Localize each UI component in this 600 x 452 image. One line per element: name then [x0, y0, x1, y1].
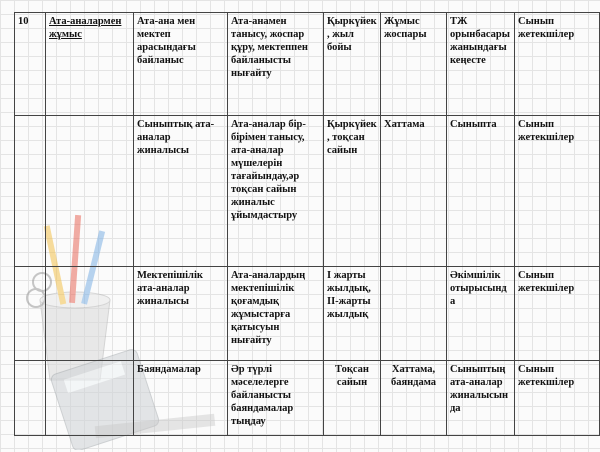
table-row: [15, 116, 600, 267]
table-row: [15, 13, 600, 116]
goal-cell: Ата-анамен танысу, жоспар құру, мектеппен байланысты нығайту: [228, 13, 324, 116]
form-cell: [381, 267, 447, 361]
responsible-cell: Сынып жетекшілер: [515, 116, 600, 267]
form-cell: Хаттама, баяндама: [381, 361, 447, 436]
form-cell: Хаттама: [381, 116, 447, 267]
goal-cell: Әр түрлі мәселелерге байланысты баяндамалар тыңдау: [228, 361, 324, 436]
responsible-cell: Сынып жетекшілер: [515, 13, 600, 116]
period-cell: Қыркүйек, жыл бойы: [324, 13, 381, 116]
work-plan-table: [14, 12, 600, 436]
form-cell: Жұмыс жоспары: [381, 13, 447, 116]
row-number-cell: [15, 267, 46, 361]
plan-table-container: [14, 12, 599, 452]
place-cell: ТЖ орынбасары жанындағы кеңесте: [447, 13, 515, 116]
section-cell: [46, 267, 134, 361]
event-cell: Ата-ана мен мектеп арасындағы байланыс: [134, 13, 228, 116]
row-number-cell: [15, 361, 46, 436]
section-cell: [46, 361, 134, 436]
period-cell: Тоқсан сайын: [324, 361, 381, 436]
table-row: [15, 267, 600, 361]
period-cell: Қыркүйек, тоқсан сайын: [324, 116, 381, 267]
responsible-cell: Сынып жетекшілер: [515, 267, 600, 361]
place-cell: Әкімшілік отырысында: [447, 267, 515, 361]
place-cell: Сыныптың ата-аналар жиналысында: [447, 361, 515, 436]
event-cell: Сыныптық ата-аналар жиналысы: [134, 116, 228, 267]
event-cell: Мектепішілік ата-аналар жиналысы: [134, 267, 228, 361]
section-cell: Ата-аналармен жұмыс: [46, 13, 134, 116]
event-cell: Баяндамалар: [134, 361, 228, 436]
goal-cell: Ата-аналардың мектепішілік қоғамдық жұмыстарға қатысуын нығайту: [228, 267, 324, 361]
row-number-cell: [15, 116, 46, 267]
responsible-cell: Сынып жетекшілер: [515, 361, 600, 436]
table-row: [15, 361, 600, 436]
period-cell: І жарты жылдық, ІІ-жарты жылдық: [324, 267, 381, 361]
section-cell: [46, 116, 134, 267]
row-number-cell: 10: [15, 13, 46, 116]
goal-cell: Ата-аналар бір-бірімен танысу, ата-аналар мүшелерін тағайындау,әр тоқсан сайын жиналыс ұйымдастыру: [228, 116, 324, 267]
place-cell: Сыныпта: [447, 116, 515, 267]
